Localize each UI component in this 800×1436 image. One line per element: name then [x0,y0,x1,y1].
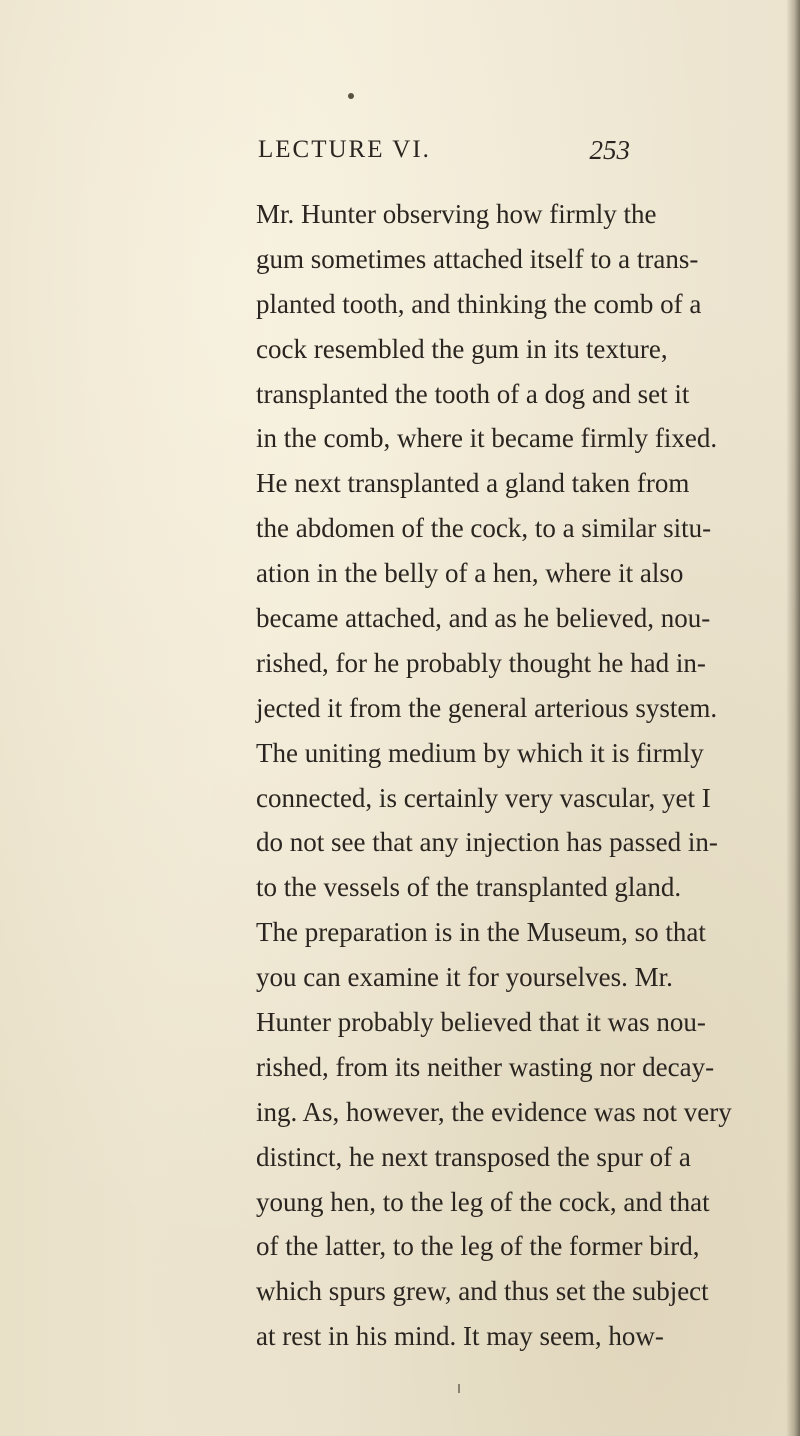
text-line: which spurs grew, and thus set the subject [256,1276,709,1307]
text-line: rished, for he probably thought he had in- [256,647,706,678]
text-line: in the comb, where it became firmly fixed. [256,423,718,454]
text-line: you can examine it for yourselves. Mr. [256,962,673,993]
text-line: jected it from the general arterious system. [256,692,718,723]
text-line: The preparation is in the Museum, so that [256,917,706,948]
text-line: planted tooth, and thinking the comb of a [256,288,702,319]
text-line: at rest in his mind. It may seem, how- [256,1321,664,1352]
text-line: He next transplanted a gland taken from [256,468,690,499]
text-line: transplanted the tooth of a dog and set it [256,378,690,409]
text-line: do not see that any injection has passed in- [256,827,718,858]
page-edge-shadow [786,0,800,1436]
text-line: distinct, he next transposed the spur of a [256,1141,691,1172]
text-line: gum sometimes attached itself to a trans- [256,243,699,274]
stray-mark [458,1384,460,1393]
text-line: Mr. Hunter observing how firmly the [256,199,657,229]
text-line: ation in the belly of a hen, where it also [256,558,684,589]
running-head: LECTURE VI. [258,136,431,163]
text-line: became attached, and as he believed, nou- [256,603,711,634]
text-line: to the vessels of the transplanted gland. [256,872,682,903]
text-line: of the latter, to the leg of the former bird, [256,1231,700,1262]
text-line: Hunter probably believed that it was nou- [256,1007,706,1038]
text-line: rished, from its neither wasting nor decay- [256,1051,715,1082]
text-line: the abdomen of the cock, to a similar situ- [256,513,712,544]
page-number: 253 [589,135,630,165]
text-line: young hen, to the leg of the cock, and that [256,1186,710,1217]
text-line: connected, is certainly very vascular, yet I [256,782,711,813]
page-header [258,132,630,172]
ink-spot [348,93,354,99]
body-text [256,192,732,1359]
text-line: cock resembled the gum in its texture, [256,333,668,364]
text-line: ing. As, however, the evidence was not very [256,1096,732,1127]
text-line: The uniting medium by which it is firmly [256,737,704,768]
